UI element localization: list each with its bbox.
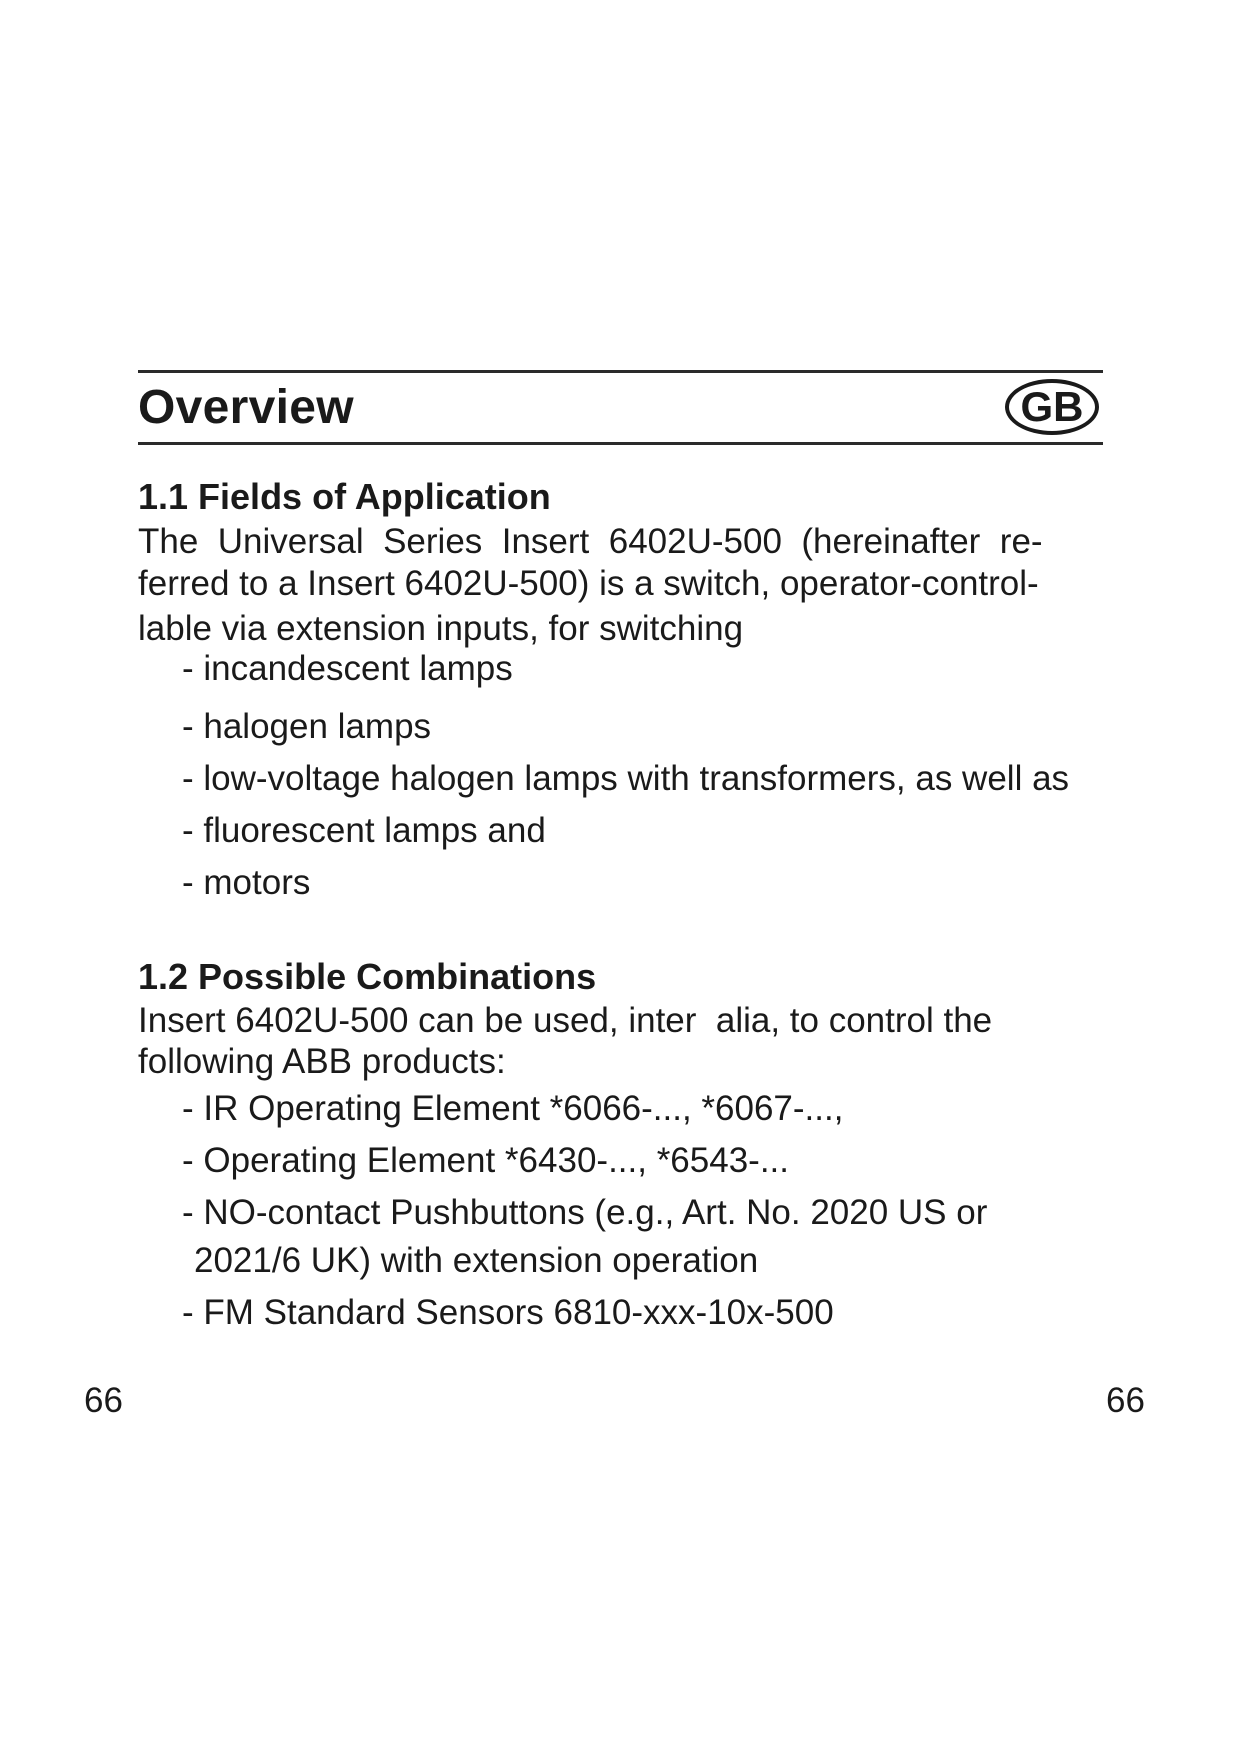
list-item: - low-voltage halogen lamps with transformers, as well as: [182, 759, 1070, 798]
list-item: - halogen lamps: [182, 707, 432, 746]
section2-para-line-2: following ABB products:: [138, 1042, 506, 1081]
list-item: - incandescent lamps: [182, 649, 513, 688]
section1-para-line-1: The Universal Series Insert 6402U-500 (hereinafter re-: [138, 522, 1043, 561]
section1-para-line-3: lable via extension inputs, for switching: [138, 609, 744, 648]
page-title: Overview: [138, 381, 354, 434]
list-item: - fluorescent lamps and: [182, 811, 546, 850]
list-item: - motors: [182, 863, 311, 902]
list-item: - IR Operating Element *6066-..., *6067-...,: [182, 1089, 844, 1128]
list-item: - Operating Element *6430-..., *6543-...: [182, 1141, 789, 1180]
page-number-left: 66: [84, 1381, 123, 1420]
header-rule-top: [138, 370, 1103, 373]
section2-para-line-1: Insert 6402U-500 can be used, inter alia, to control the: [138, 1001, 993, 1040]
language-badge: GB: [1005, 379, 1099, 435]
page-number-right: 66: [1106, 1381, 1145, 1420]
list-item: - NO-contact Pushbuttons (e.g., Art. No. 2020 US or: [182, 1193, 988, 1232]
section1-para-line-2: ferred to a Insert 6402U-500) is a switch, operator-control-: [138, 564, 1039, 603]
list-item: - FM Standard Sensors 6810-xxx-10x-500: [182, 1293, 834, 1332]
section-heading-possible-combinations: 1.2 Possible Combinations: [138, 956, 597, 997]
list-item-continuation: 2021/6 UK) with extension operation: [194, 1241, 759, 1280]
section-heading-fields-of-application: 1.1 Fields of Application: [138, 476, 551, 517]
header-rule-bottom: [138, 442, 1103, 445]
